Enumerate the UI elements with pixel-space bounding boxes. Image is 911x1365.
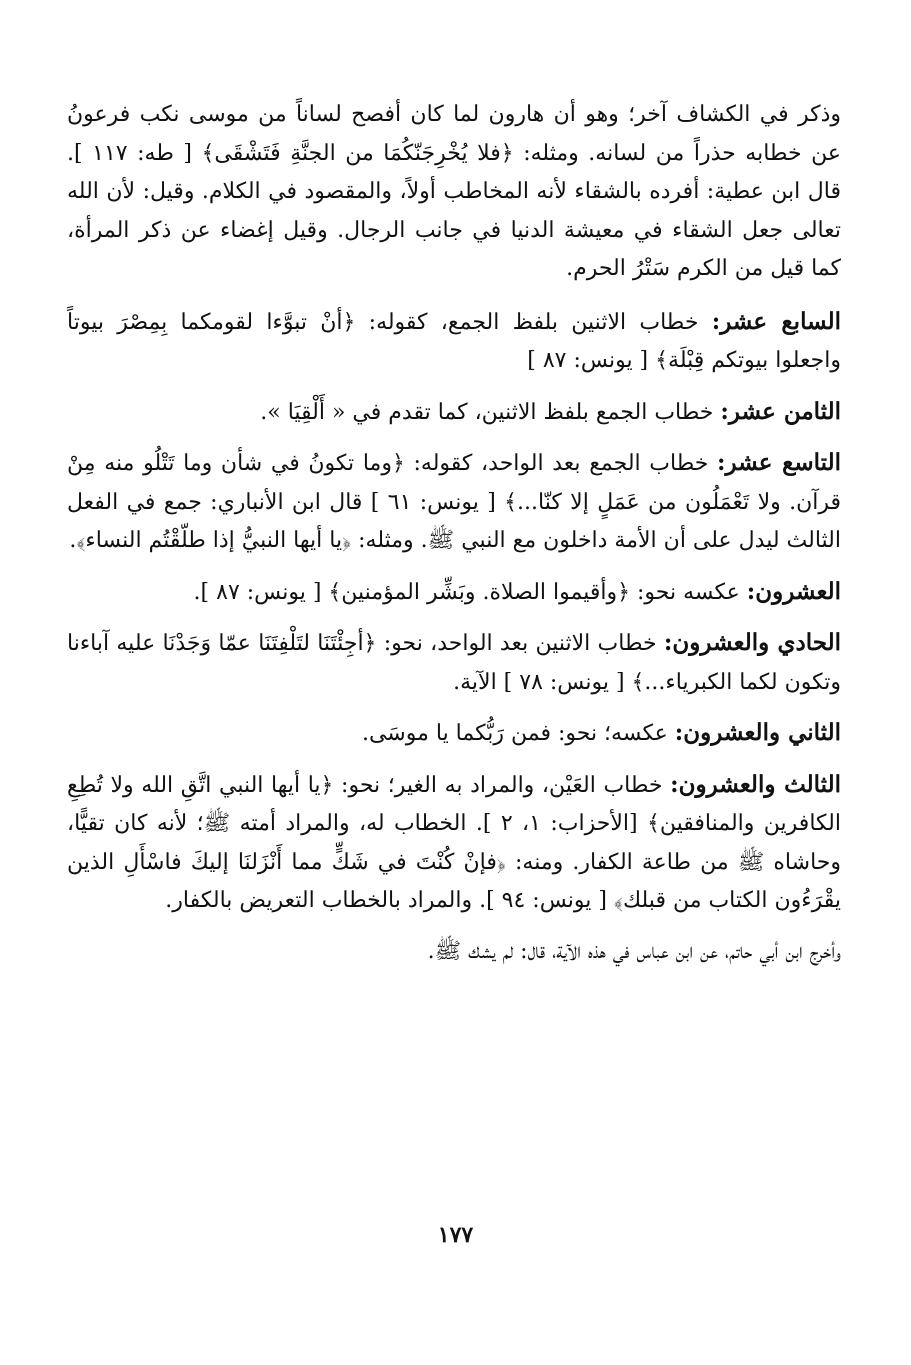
paragraph-twenty-second: [67, 714, 841, 754]
paragraph-heading: التاسع عشر:: [717, 449, 842, 476]
paragraph-twenty-first: [67, 624, 841, 702]
paragraph-closing: [67, 933, 841, 972]
page-number: ١٧٧: [437, 1222, 474, 1248]
paragraph-nineteenth: [67, 444, 841, 561]
paragraph-text: خطاب الجمع بلفظ الاثنين، كما تقدم في « أَلْقِيَا ».: [260, 399, 714, 425]
paragraph-text: وأخرج ابن أبي حاتم، عن ابن عباس في هذه الآية، قال: لم يشك ﷺ.: [427, 938, 841, 964]
paragraph-eighteenth: [67, 393, 841, 433]
page-body: [67, 96, 841, 983]
paragraph-heading: العشرون:: [746, 577, 841, 605]
paragraph-text: وذكر في الكشاف آخر؛ وهو أن هارون لما كان أفصح لساناً من موسى نكب فرعونُ عن خطابه حذراً من لسانه. ومثله: ﴿فلا يُخْرِجَنّكُمَا من الجنَّةِ فَتَشْقَى﴾ [ طه: ١١٧ ]. قال ابن عطية: أفرده بالشقاء لأنه المخاطب أولاً، والمقصود في الكلام. وقيل: لأن الله تعالى جعل الشقاء في معيشة الدنيا في جانب الرجال. وقيل إغضاء عن ذكر المرأة، كما قيل من الكرم سَتْرُ الحرم.: [67, 102, 841, 281]
paragraph-twentieth: [67, 573, 841, 613]
paragraph-intro: [67, 96, 841, 289]
paragraph-text: خطاب العَيْن، والمراد به الغير؛ نحو: ﴿يا أيها النبي اتَّقِ الله ولا تُطِعِ الكافرين والمنافقين﴾ [الأحزاب: ١، ٢ ]. الخطاب له، والمراد أمته ﷺ؛ لأنه كان تقيًّا، وحاشاه ﷺ من طاعة الكفار. ومنه: ﴿فإنْ كُنْتَ في شَكٍّ مما أَنْزَلنَا إليكَ فاسْأَلِ الذين يقْرَءُون الكتاب من قبلك﴾ [ يونس: ٩٤ ]. والمراد بالخطاب التعريض بالكفار.: [67, 772, 841, 913]
paragraph-text: خطاب الاثنين بعد الواحد، نحو: ﴿أجِئْتَنَا لتَلْفِتَنَا عمّا وَجَدْنَا عليه آباءنا وتكون لكما الكبرياء...﴾ [ يونس: ٧٨ ] الآية.: [67, 631, 841, 695]
paragraph-seventeenth: [67, 303, 841, 381]
paragraph-text: عكسه؛ نحو: فمن رَبُّكما يا موسَى.: [361, 721, 668, 746]
paragraph-text: خطاب الجمع بعد الواحد، كقوله: ﴿وما تكونُ في شأن وما تَتْلُو منه مِنْ قرآن. ولا تَعْمَلُون من عَمَلٍ إلا كنّا...﴾ [ يونس: ٦١ ] قال ابن الأنباري: جمع في الفعل الثالث ليدل على أن الأمة داخلون مع النبي ﷺ. ومثله: ﴿يا أيها النبيُّ إذا طلّقْتُم النساء﴾.: [67, 451, 842, 553]
paragraph-heading: الحادي والعشرون:: [663, 629, 841, 656]
paragraph-twenty-third: [67, 766, 841, 921]
paragraph-heading: الثامن عشر:: [720, 397, 841, 425]
paragraph-heading: الثالث والعشرون:: [670, 770, 842, 798]
paragraph-heading: الثاني والعشرون:: [674, 719, 841, 746]
paragraph-text: خطاب الاثنين بلفظ الجمع، كقوله: ﴿أنْ تبوَّءا لقومكما بِمِصْرَ بيوتاً واجعلوا بيوتكم قِبْلَة﴾ [ يونس: ٨٧ ]: [67, 309, 841, 373]
paragraph-heading: السابع عشر:: [711, 307, 841, 335]
paragraph-text: عكسه نحو: ﴿وأقيموا الصلاة. وبَشِّر المؤمنين﴾ [ يونس: ٨٧ ].: [193, 579, 740, 605]
